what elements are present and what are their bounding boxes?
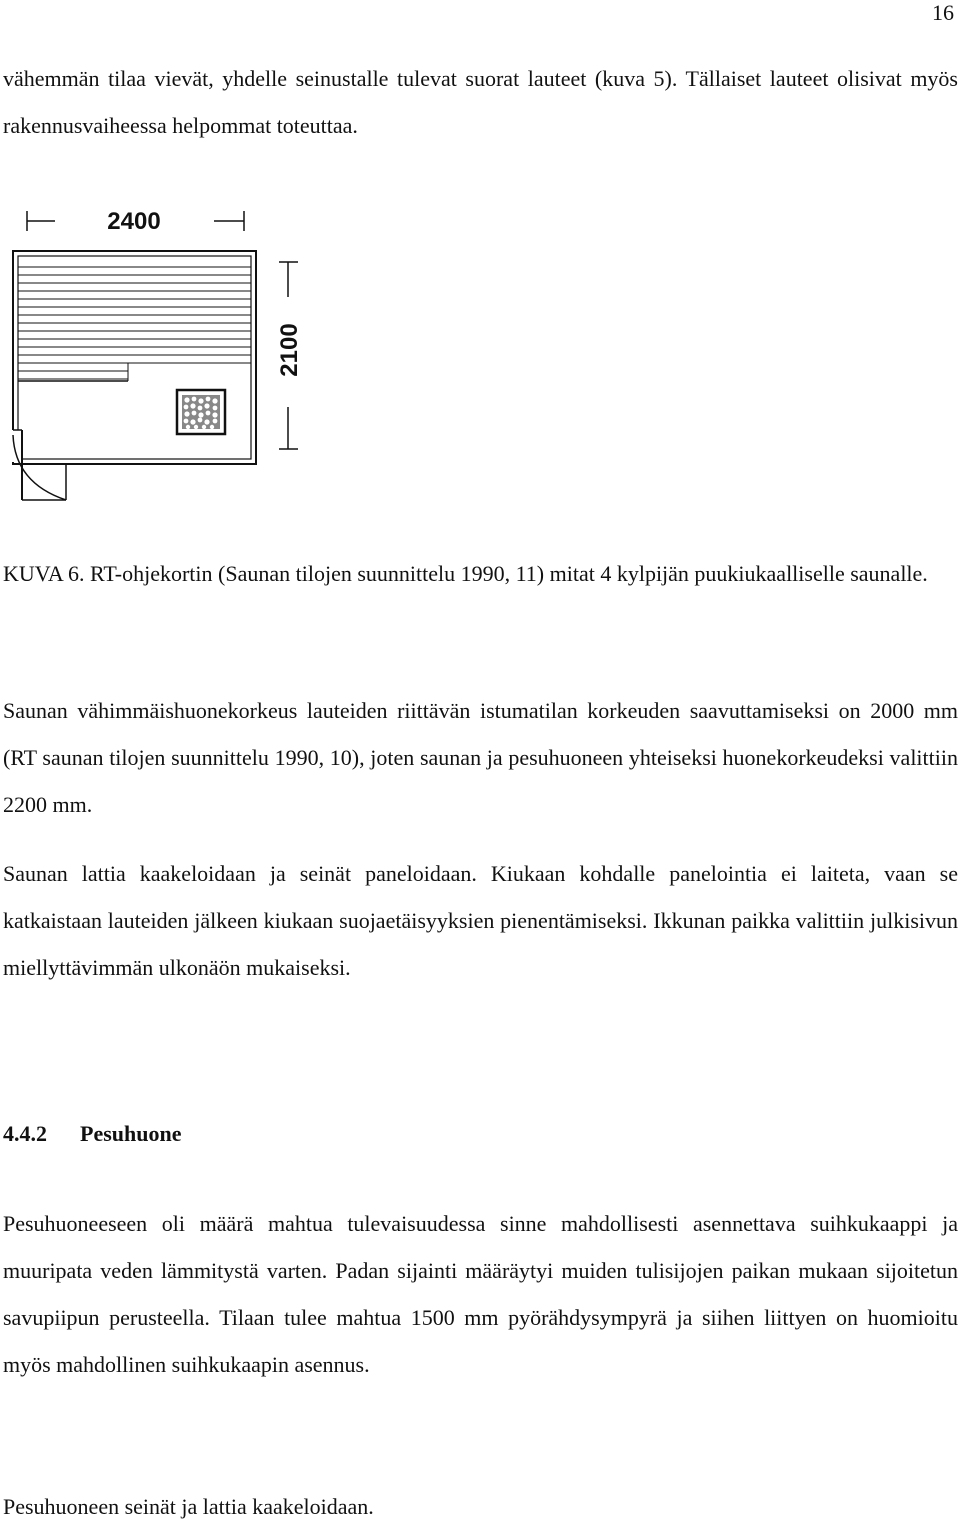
section-title: Pesuhuone — [80, 1121, 182, 1146]
paragraph-ceiling-height: Saunan vähimmäishuonekorkeus lauteiden riittävän istumatilan korkeuden saavuttamiseksi on 2000 mm (RT saunan tilojen suunnittelu 1990, 10), joten saunan ja pesuhuoneen yhteiseksi huonekorkeudeksi valittiin 2200 mm. — [3, 698, 958, 817]
page-number: 16 — [932, 0, 954, 25]
width-label: 2400 — [107, 208, 161, 235]
sauna-bench — [18, 267, 251, 381]
paragraph-washroom-tiling: Pesuhuoneen seinät ja lattia kaakeloidaan. — [3, 1494, 374, 1519]
figure-caption: KUVA 6. RT-ohjekortin (Saunan tilojen suunnittelu 1990, 11) mitat 4 kylpijän puukiukaalliselle saunalle. — [3, 561, 928, 586]
paragraph-intro: vähemmän tilaa vievät, yhdelle seinustalle tulevat suorat lauteet (kuva 5). Tällaiset lauteet olisivat myös rakennusvaiheessa helpommat toteuttaa. — [3, 66, 958, 138]
paragraph-washroom: Pesuhuoneeseen oli määrä mahtua tulevaisuudessa sinne mahdollisesti asennettava suihkukaappi ja muuripata veden lämmitystä varten. Padan sijainti määräytyi muiden tulisijojen paikan mukaan sijoitetun savupiipun perusteella. Tilaan tulee mahtua 1500 mm pyörähdysympyrä ja siihen liittyen on huomioitu myös mahdollinen suihkukaapin asennus. — [3, 1211, 958, 1377]
paragraph-finishes: Saunan lattia kaakeloidaan ja seinät paneloidaan. Kiukaan kohdalle panelointia ei laiteta, vaan se katkaistaan lauteiden jälkeen kiukaan suojaetäisyyksien pienentämiseksi. Ikkunan paikka valittiin julkisivun miellyttävimmän ulkonäön mukaiseksi. — [3, 861, 958, 980]
stove-icon — [177, 390, 225, 434]
sauna-floor-plan — [0, 195, 320, 510]
section-heading — [3, 1110, 181, 1157]
section-number: 4.4.2 — [3, 1121, 47, 1146]
height-label: 2100 — [276, 323, 303, 377]
